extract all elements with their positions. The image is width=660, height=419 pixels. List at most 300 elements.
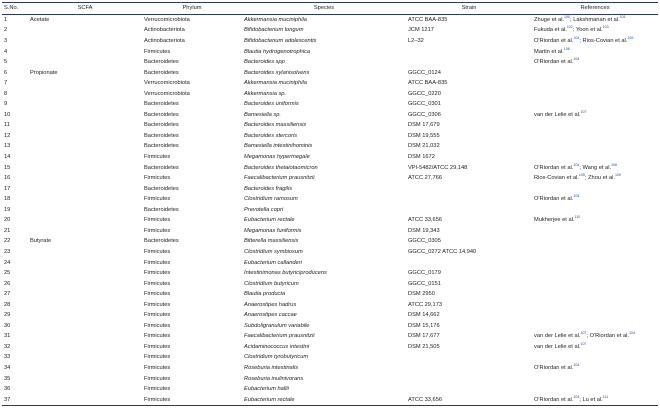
table-row [2, 68, 658, 79]
cell-sno: 28 [4, 301, 11, 308]
cell-species: Bacteroides fragilis [244, 185, 293, 192]
cell-phylum: Bacteroidetes [144, 122, 179, 129]
table-row [2, 331, 658, 342]
cell-strain: DSM 21,032 [408, 143, 440, 150]
cell-strain [406, 257, 532, 268]
cell-strain [406, 184, 532, 195]
cell-scfa [28, 247, 142, 258]
cell-species: Roseburia intestinalis [244, 364, 299, 371]
cell-sno: 7 [4, 80, 8, 87]
cell-scfa [28, 36, 142, 47]
cell-scfa [28, 363, 142, 374]
reference-number: 105 [627, 36, 634, 41]
cell-species: Bacteroides spp [244, 59, 285, 66]
cell-phylum: Bacteroidetes [144, 238, 179, 245]
cell-scfa [28, 184, 142, 195]
table-row [2, 25, 658, 36]
cell-sno: 21 [4, 227, 11, 234]
cell-phylum: Verrucomicrobiota [144, 90, 190, 97]
reference-text: ; O'Riordan et al. [586, 333, 629, 340]
cell-scfa [28, 152, 142, 163]
cell-scfa [28, 57, 142, 68]
cell-sno: 23 [4, 248, 11, 255]
cell-sno: 18 [4, 196, 11, 203]
cell-strain [406, 205, 532, 216]
cell-references [532, 131, 658, 142]
cell-phylum: Firmicutes [142, 395, 242, 406]
cell-phylum: Bacteroidetes [144, 132, 179, 139]
cell-phylum: Firmicutes [144, 354, 171, 361]
cell-strain: GGCC_0124 [408, 69, 441, 76]
cell-phylum: Bacteroidetes [144, 111, 179, 118]
reference-text: Zhuge et al. [534, 17, 565, 23]
header-sno: S.No. [2, 3, 28, 15]
cell-scfa [28, 384, 142, 395]
reference-number: 107 [580, 109, 587, 114]
reference-text: Martin et al. [534, 48, 564, 55]
reference-number: 110 [574, 215, 581, 220]
table-row [2, 215, 658, 226]
cell-references [532, 268, 658, 279]
cell-strain: DSM 19,343 [408, 227, 440, 234]
cell-references [532, 395, 658, 406]
cell-sno: 36 [4, 386, 11, 393]
cell-strain: ATCC 27,766 [408, 175, 443, 182]
cell-species: Eubacterium hallii [244, 386, 289, 393]
table-row [2, 300, 658, 311]
scfa-producers-table [2, 2, 658, 406]
cell-phylum: Firmicutes [144, 259, 171, 266]
cell-phylum: Firmicutes [144, 227, 171, 234]
cell-sno: 27 [4, 291, 11, 298]
cell-species: Akkermansia muciniphila [244, 17, 307, 23]
table-row [2, 321, 658, 332]
reference-text: ; Rios-Covian et al. [579, 38, 628, 45]
table-row [2, 363, 658, 374]
cell-phylum: Firmicutes [144, 322, 171, 329]
reference-text: ; Wang et al. [579, 164, 612, 171]
reference-number: 104 [573, 194, 580, 199]
cell-species: Megamonas funiformis [244, 227, 302, 234]
cell-references [532, 257, 658, 268]
cell-references [532, 57, 658, 68]
cell-strain: DSM 17,677 [408, 333, 440, 340]
cell-strain: VPI-5482/ATCC 29,148 [408, 164, 468, 171]
table-row [2, 184, 658, 195]
reference-number: 104 [573, 57, 580, 62]
cell-strain: L2–32 [408, 38, 424, 45]
cell-species: Eubacterium callanderi [244, 259, 302, 266]
cell-species: Anaerostipes caccae [244, 312, 297, 319]
cell-phylum: Firmicutes [144, 312, 171, 319]
cell-strain: DSM 21,505 [408, 343, 440, 350]
cell-sno: 2 [4, 27, 8, 34]
reference-number: 102 [566, 25, 573, 30]
cell-species: Akkermansia sp. [244, 90, 287, 97]
table-row [2, 310, 658, 321]
cell-sno: 10 [4, 111, 11, 118]
cell-sno: 26 [4, 280, 11, 287]
cell-scfa [28, 279, 142, 290]
cell-species: Clostridium ramosum [244, 196, 298, 203]
cell-phylum: Firmicutes [144, 280, 171, 287]
cell-sno: 11 [4, 122, 10, 129]
cell-references [532, 226, 658, 237]
cell-species: Bacteroides uniformis [244, 101, 299, 108]
cell-phylum: Firmicutes [144, 48, 171, 55]
cell-scfa [28, 47, 142, 58]
cell-scfa [28, 120, 142, 131]
table-row [2, 268, 658, 279]
cell-strain: DSM 1672 [408, 154, 435, 161]
cell-species: Intestinimonas butyriciproducens [244, 270, 327, 277]
cell-scfa [28, 268, 142, 279]
cell-sno: 29 [4, 312, 11, 319]
cell-scfa [28, 321, 142, 332]
cell-sno: 9 [4, 101, 8, 108]
cell-sno: 20 [4, 217, 11, 224]
cell-scfa [28, 110, 142, 121]
cell-references [532, 289, 658, 300]
cell-phylum: Firmicutes [144, 386, 171, 393]
table-row [2, 194, 658, 205]
cell-sno: 30 [4, 322, 11, 329]
cell-phylum: Bacteroidetes [144, 101, 179, 108]
reference-number: 100 [564, 15, 571, 20]
cell-references [532, 194, 658, 205]
reference-text: ; Lakshmanan et al. [570, 17, 620, 23]
cell-references [532, 99, 658, 110]
reference-number: 111 [602, 394, 609, 399]
cell-sno: 19 [4, 206, 11, 213]
cell-sno: 37 [2, 395, 28, 406]
reference-number: 104 [573, 363, 580, 368]
cell-strain: DSM 14,662 [408, 312, 440, 319]
cell-strain: JCM 1217 [408, 27, 434, 34]
cell-species: Faecalibacterium prausnitzii [244, 175, 315, 182]
reference-text: van der Lelie et al. [534, 333, 581, 340]
cell-scfa [28, 342, 142, 353]
reference-number: 104 [573, 394, 580, 399]
cell-species: Prevotella copri [244, 206, 284, 213]
cell-references [532, 363, 658, 374]
cell-phylum: Firmicutes [144, 154, 171, 161]
cell-scfa [28, 173, 142, 184]
cell-references [532, 78, 658, 89]
cell-sno: 35 [4, 375, 11, 382]
reference-text: Rios-Covian et al. [534, 175, 579, 182]
cell-strain [406, 373, 532, 384]
reference-number: 105 [578, 173, 585, 178]
cell-phylum: Actinobacteriota [144, 38, 185, 45]
cell-references [532, 205, 658, 216]
table-row [2, 226, 658, 237]
cell-species: Eubacterium rectale [242, 395, 406, 406]
table-row [2, 279, 658, 290]
cell-references [532, 163, 658, 174]
cell-phylum: Bacteroidetes [144, 164, 179, 171]
reference-text: O'Riordan et al. [534, 396, 574, 403]
cell-species: Blautia producta [244, 291, 286, 298]
reference-text: Mukherjee et al. [534, 217, 575, 224]
cell-references [532, 321, 658, 332]
cell-phylum: Firmicutes [144, 175, 171, 182]
cell-scfa [28, 257, 142, 268]
cell-references [532, 310, 658, 321]
cell-sno: 34 [4, 364, 11, 371]
table-row [2, 120, 658, 131]
reference-text: O'Riordan et al. [534, 164, 574, 171]
cell-strain: DSM 15,176 [408, 322, 440, 329]
table-row [2, 289, 658, 300]
cell-phylum: Firmicutes [144, 301, 171, 308]
cell-sno: 13 [4, 143, 11, 150]
cell-strain: GGCC_0301 [408, 101, 441, 108]
cell-scfa [28, 163, 142, 174]
cell-references [532, 15, 658, 26]
cell-strain: ATCC BAA-835 [408, 17, 448, 23]
cell-strain: GGCC_0151 [408, 280, 441, 287]
table-row [2, 352, 658, 363]
cell-scfa [28, 205, 142, 216]
reference-text: O'Riordan et al. [534, 38, 574, 45]
cell-references [532, 236, 658, 247]
cell-sno: 22 [4, 238, 11, 245]
cell-species: Megamonas hypermegale [244, 154, 310, 161]
cell-references [532, 47, 658, 58]
table-row [2, 141, 658, 152]
cell-scfa [28, 215, 142, 226]
cell-phylum: Firmicutes [144, 270, 171, 277]
cell-sno: 31 [4, 333, 11, 340]
header-phylum: Phylum [142, 3, 242, 15]
table-row [2, 236, 658, 247]
cell-species: Bamesiella intestinihominis [244, 143, 313, 150]
cell-strain: ATCC BAA-835 [408, 80, 448, 87]
cell-sno: 16 [4, 175, 11, 182]
reference-number: 107 [580, 331, 587, 336]
cell-species: Akkermansia muciniphila [244, 80, 307, 87]
cell-phylum: Bacteroidetes [144, 143, 179, 150]
cell-species: Eubacterium rectale [244, 217, 295, 224]
reference-text: ; Lu et al. [579, 396, 603, 403]
table-row [2, 384, 658, 395]
cell-phylum: Firmicutes [144, 375, 171, 382]
cell-scfa [28, 131, 142, 142]
cell-sno: 14 [4, 154, 11, 161]
table-row [2, 47, 658, 58]
reference-text: ; Yoon et al. [572, 27, 603, 34]
reference-text: O'Riordan et al. [534, 196, 574, 203]
table-row [2, 342, 658, 353]
reference-text: van der Lelie et al. [534, 111, 581, 118]
table-row [2, 152, 658, 163]
cell-species: Acidaminococcus intestini [244, 343, 310, 350]
header-scfa: SCFA [28, 3, 142, 15]
reference-number: 104 [628, 331, 635, 336]
cell-sno: 6 [4, 69, 8, 76]
cell-sno: 8 [4, 90, 8, 97]
header-species: Species [242, 3, 406, 15]
cell-phylum: Firmicutes [144, 343, 171, 350]
cell-strain: GGCC_0220 [408, 90, 441, 97]
cell-phylum: Verrucomicrobiota [144, 17, 190, 23]
cell-scfa: Propionate [30, 69, 58, 76]
cell-species: Anaerostipes hadrus [244, 301, 297, 308]
cell-sno: 5 [4, 59, 8, 66]
table-row [2, 257, 658, 268]
cell-species: Clostridium tyrobutyricum [244, 354, 309, 361]
cell-phylum: Firmicutes [144, 333, 171, 340]
cell-sno: 12 [4, 132, 11, 139]
table-row [2, 99, 658, 110]
cell-references [532, 373, 658, 384]
table-row [2, 57, 658, 68]
cell-strain: GGCC_0305 [408, 238, 441, 245]
cell-references [532, 120, 658, 131]
cell-sno: 33 [4, 354, 11, 361]
cell-scfa [28, 310, 142, 321]
cell-phylum: Firmicutes [144, 217, 171, 224]
cell-strain: DSM 2950 [408, 291, 435, 298]
cell-scfa [28, 352, 142, 363]
cell-strain: ATCC 33,656 [408, 217, 443, 224]
cell-phylum: Bacteroidetes [144, 185, 179, 192]
cell-strain [406, 363, 532, 374]
table-row [2, 373, 658, 384]
cell-phylum: Firmicutes [144, 248, 171, 255]
header-strain: Strain [406, 3, 532, 15]
cell-species: Blautia hydrogenotrophica [244, 48, 311, 55]
cell-species: Clostridium symbiosum [244, 248, 303, 255]
table-row [2, 36, 658, 47]
cell-strain: DSM 17,679 [408, 122, 440, 129]
cell-references [532, 25, 658, 36]
cell-scfa [28, 25, 142, 36]
cell-scfa [28, 395, 142, 406]
cell-scfa [28, 89, 142, 100]
cell-sno: 24 [4, 259, 11, 266]
cell-scfa [28, 226, 142, 237]
cell-references [532, 331, 658, 342]
table-row [2, 131, 658, 142]
cell-phylum: Bacteroidetes [144, 206, 179, 213]
cell-scfa: Acetate [30, 17, 50, 23]
cell-strain [406, 194, 532, 205]
cell-scfa [28, 331, 142, 342]
table-row [2, 173, 658, 184]
table-row [2, 395, 658, 406]
cell-species: Bacteroides stercoris [244, 132, 298, 139]
table-body [2, 15, 658, 406]
reference-number: 101 [619, 15, 626, 20]
cell-strain [406, 384, 532, 395]
cell-references [532, 173, 658, 184]
cell-species: Bitterella massiliensis [244, 238, 299, 245]
cell-species: Clostridium butyricum [244, 280, 299, 287]
cell-scfa: Butyrate [30, 238, 52, 245]
reference-number: 103 [602, 25, 609, 30]
cell-references [532, 384, 658, 395]
cell-species: Bacteroides xylanisolvens [244, 69, 310, 76]
cell-sno: 25 [4, 270, 11, 277]
cell-references [532, 247, 658, 258]
cell-species: Bacteroides thetaiotaomicron [244, 164, 318, 171]
cell-references [532, 279, 658, 290]
cell-scfa [28, 99, 142, 110]
cell-strain [406, 47, 532, 58]
reference-number: 109 [614, 173, 621, 178]
cell-scfa [28, 289, 142, 300]
cell-scfa [28, 78, 142, 89]
cell-phylum: Actinobacteriota [144, 27, 185, 34]
cell-species: Subdoligranulum variabile [244, 322, 310, 329]
cell-scfa [28, 373, 142, 384]
cell-strain: GGCC_0272 ATCC 14,940 [408, 248, 477, 255]
cell-strain: ATCC 33,656 [406, 395, 532, 406]
cell-phylum: Bacteroidetes [144, 69, 179, 76]
cell-scfa [28, 141, 142, 152]
reference-number: 104 [573, 162, 580, 167]
reference-text: O'Riordan et al. [534, 59, 574, 66]
reference-number: 107 [580, 341, 587, 346]
reference-text: O'Riordan et al. [534, 364, 574, 371]
cell-references [532, 352, 658, 363]
cell-references [532, 215, 658, 226]
cell-phylum: Firmicutes [144, 364, 171, 371]
table-header-row [2, 3, 658, 15]
cell-references [532, 184, 658, 195]
cell-scfa [28, 300, 142, 311]
reference-number: 106 [563, 46, 570, 51]
reference-text: van der Lelie et al. [534, 343, 581, 350]
cell-strain: ATCC 29,173 [408, 301, 443, 308]
cell-references [532, 300, 658, 311]
cell-strain: GGCC_0306 [408, 111, 441, 118]
cell-references [532, 110, 658, 121]
table-row [2, 247, 658, 258]
table-row [2, 110, 658, 121]
cell-references [532, 152, 658, 163]
cell-references [532, 36, 658, 47]
cell-sno: 17 [4, 185, 11, 192]
cell-sno: 32 [4, 343, 11, 350]
cell-strain: GGCC_0179 [408, 270, 441, 277]
reference-text: Fukuda et al. [534, 27, 567, 34]
reference-number: 104 [573, 36, 580, 41]
cell-phylum: Firmicutes [144, 196, 171, 203]
cell-references [532, 68, 658, 79]
cell-strain [406, 352, 532, 363]
table-row [2, 205, 658, 216]
cell-phylum: Bacteroidetes [144, 59, 179, 66]
reference-number: 108 [611, 162, 618, 167]
cell-phylum: Firmicutes [144, 291, 171, 298]
cell-references [532, 342, 658, 353]
cell-strain [406, 57, 532, 68]
cell-sno: 4 [4, 48, 8, 55]
reference-text: ; Zhou et al. [584, 175, 615, 182]
table-row [2, 89, 658, 100]
cell-species: Faecalibacterium prausnitzii [244, 333, 315, 340]
cell-references [532, 89, 658, 100]
cell-phylum: Verrucomicrobiota [144, 80, 190, 87]
table-row [2, 15, 658, 26]
header-references: References [532, 3, 658, 15]
cell-species: Bifidobacterium longum [244, 27, 304, 34]
cell-species: Bifidobacterium adolescentis [244, 38, 317, 45]
table-row [2, 163, 658, 174]
